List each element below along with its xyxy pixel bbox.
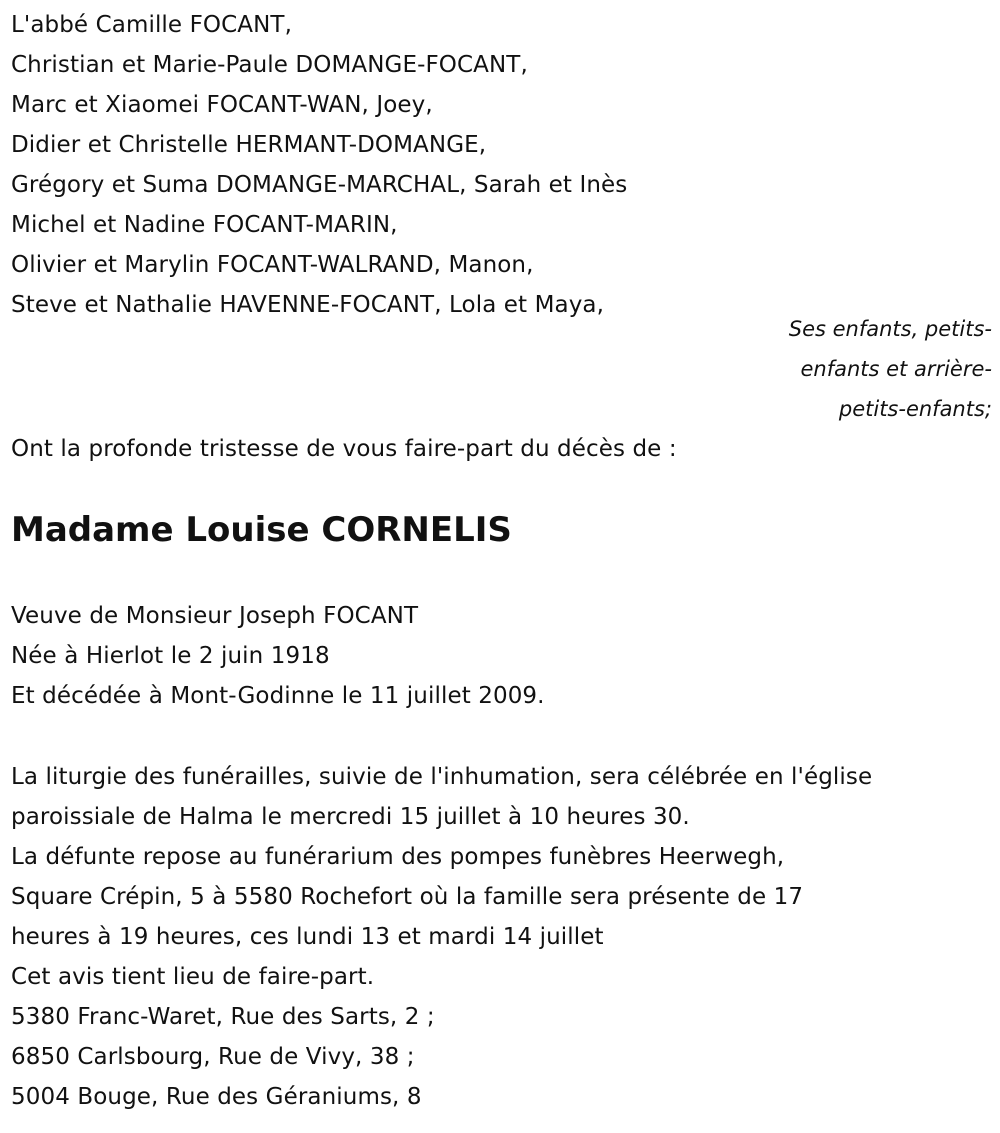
funeral-line: paroissiale de Halma le mercredi 15 juillet à 10 heures 30.	[11, 804, 690, 830]
family-line: Marc et Xiaomei FOCANT-WAN, Joey,	[11, 92, 433, 118]
family-line: Christian et Marie-Paule DOMANGE-FOCANT,	[11, 52, 528, 78]
funeral-line: Square Crépin, 5 à 5580 Rochefort où la famille sera présente de 17	[11, 884, 804, 910]
signature-line: Ses enfants, petits-	[788, 317, 992, 341]
family-line: Michel et Nadine FOCANT-MARIN,	[11, 212, 398, 238]
announcement-text: Ont la profonde tristesse de vous faire-part du décès de :	[11, 436, 677, 462]
family-line: Grégory et Suma DOMANGE-MARCHAL, Sarah et Inès	[11, 172, 628, 198]
funeral-line: La défunte repose au funérarium des pompes funèbres Heerwegh,	[11, 844, 785, 870]
family-line: Olivier et Marylin FOCANT-WALRAND, Manon,	[11, 252, 534, 278]
funeral-line: Cet avis tient lieu de faire-part.	[11, 964, 375, 990]
signature-line: petits-enfants;	[838, 397, 992, 421]
funeral-line: La liturgie des funérailles, suivie de l'inhumation, sera célébrée en l'église	[11, 764, 873, 790]
detail-line: Et décédée à Mont-Godinne le 11 juillet 2009.	[11, 683, 545, 709]
deceased-name: Madame Louise CORNELIS	[11, 510, 512, 550]
signature-line: enfants et arrière-	[800, 357, 992, 381]
family-line: Didier et Christelle HERMANT-DOMANGE,	[11, 132, 487, 158]
detail-line: Née à Hierlot le 2 juin 1918	[11, 643, 330, 669]
family-line: L'abbé Camille FOCANT,	[11, 12, 292, 38]
detail-line: Veuve de Monsieur Joseph FOCANT	[11, 603, 419, 629]
family-line: Steve et Nathalie HAVENNE-FOCANT, Lola et Maya,	[11, 292, 605, 318]
funeral-line: heures à 19 heures, ces lundi 13 et mardi 14 juillet	[11, 924, 604, 950]
address-line: 6850 Carlsbourg, Rue de Vivy, 38 ;	[11, 1044, 415, 1070]
address-line: 5380 Franc-Waret, Rue des Sarts, 2 ;	[11, 1004, 435, 1030]
address-line: 5004 Bouge, Rue des Géraniums, 8	[11, 1084, 422, 1110]
